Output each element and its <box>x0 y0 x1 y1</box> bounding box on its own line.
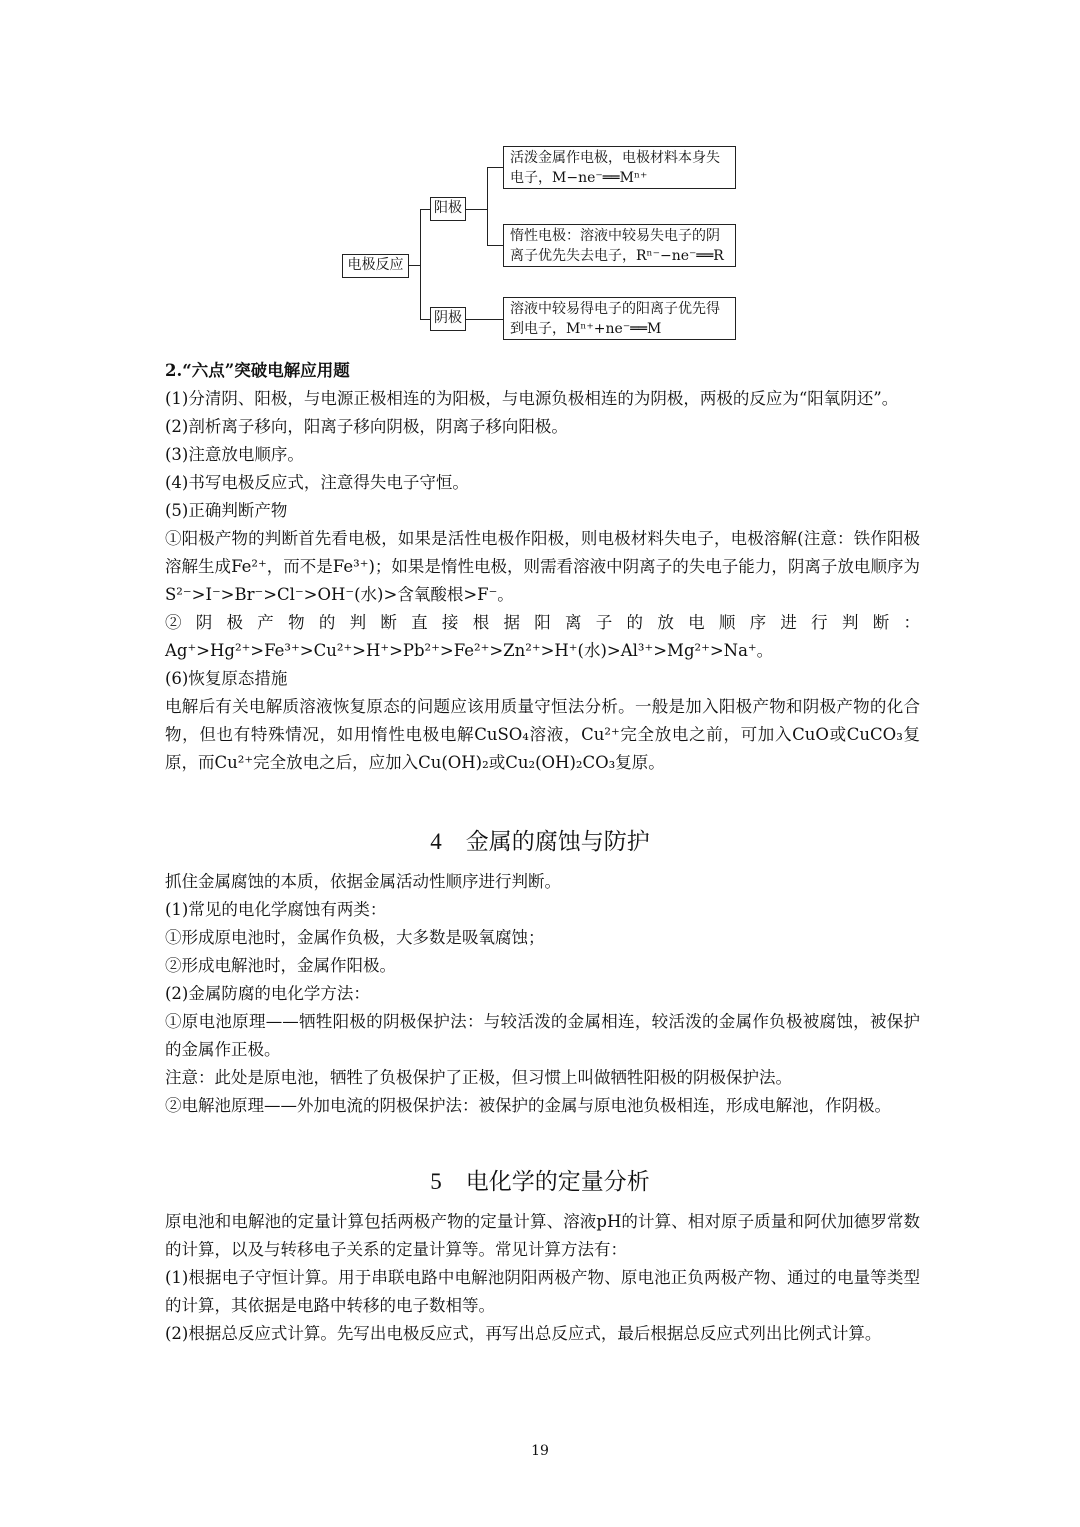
paragraph: ①原电池原理——牺牲阳极的阴极保护法：与较活泼的金属相连，较活泼的金属作负极被腐蚀，被保护的金属作正极。 <box>165 1012 920 1059</box>
paragraph: (2)剖析离子移向，阳离子移向阴极，阴离子移向阳极。 <box>165 417 568 436</box>
leaf2-line2: 离子优先失去电子，Rⁿ⁻−ne⁻══R <box>510 248 724 264</box>
connector <box>420 209 421 320</box>
leaf1-line2: 电子，M−ne⁻══Mⁿ⁺ <box>510 170 648 186</box>
section-5-number: 5 <box>430 1169 442 1194</box>
paragraph: 抓住金属腐蚀的本质，依据金属活动性顺序进行判断。 <box>165 872 561 891</box>
diagram-leaf-active-metal <box>503 146 736 189</box>
paragraph: (2)根据总反应式计算。先写出电极反应式，再写出总反应式，最后根据总反应式列出比例式计算。 <box>165 1324 882 1343</box>
section-5 <box>165 1208 920 1348</box>
leaf3-line2: 到电子，Mⁿ⁺+ne⁻══M <box>510 321 662 337</box>
paragraph: ①阳极产物的判断首先看电极，如果是活性电极作阳极，则电极材料失电子，电极溶解(注意：铁作阳极溶解生成Fe²⁺，而不是Fe³⁺)；如果是惰性电极，则需看溶液中阴离子的失电子能力，阴离子放电顺序为S²⁻>I⁻>Br⁻>Cl⁻>OH⁻(水)>含氧酸根>F⁻。 <box>165 529 920 604</box>
paragraph: (2)金属防腐的电化学方法： <box>165 984 370 1003</box>
section-4 <box>165 868 920 1120</box>
leaf2-line1: 惰性电极：溶液中较易失电子的阴 <box>510 228 720 244</box>
connector <box>487 167 488 246</box>
leaf1-line1: 活泼金属作电极，电极材料本身失 <box>510 150 720 166</box>
page-number: 19 <box>531 1443 549 1459</box>
paragraph: ②电解池原理——外加电流的阴极保护法：被保护的金属与原电池负极相连，形成电解池，作阴极。 <box>165 1096 891 1115</box>
leaf3-line1: 溶液中较易得电子的阳离子优先得 <box>510 301 720 317</box>
connector <box>420 209 430 210</box>
section-4-number: 4 <box>430 829 442 854</box>
section-5-heading <box>0 1163 1080 1196</box>
section-5-title: 电化学的定量分析 <box>465 1169 650 1195</box>
paragraph: ②阴极产物的判断直接根据阳离子的放电顺序进行判断：Ag⁺>Hg²⁺>Fe³⁺>Cu²⁺>H⁺>Pb²⁺>Fe²⁺>Zn²⁺>H⁺(水)>Al³⁺>Mg²⁺>Na⁺。 <box>165 613 920 660</box>
paragraph: ①形成原电池时，金属作负极，大多数是吸氧腐蚀； <box>165 928 545 947</box>
diagram-leaf-inert-electrode <box>503 224 736 267</box>
section-4-title: 金属的腐蚀与防护 <box>465 829 650 855</box>
paragraph: (6)恢复原态措施 <box>165 669 288 688</box>
paragraph: (3)注意放电顺序。 <box>165 445 304 464</box>
paragraph: (1)根据电子守恒计算。用于串联电路中电解池阴阳两极产物、原电池正负两极产物、通过的电量等类型的计算，其依据是电路中转移的电子数相等。 <box>165 1268 920 1315</box>
connector <box>420 319 430 320</box>
paragraph: 原电池和电解池的定量计算包括两极产物的定量计算、溶液pH的计算、相对原子质量和阿伏加德罗常数的计算，以及与转移电子关系的定量计算等。常见计算方法有： <box>165 1212 920 1259</box>
section-2-title: 2.“六点”突破电解应用题 <box>165 361 350 380</box>
diagram-cathode-box: 阴极 <box>430 307 466 331</box>
diagram-leaf-cathode <box>503 297 736 340</box>
section-4-heading <box>0 823 1080 856</box>
paragraph: (1)常见的电化学腐蚀有两类： <box>165 900 387 919</box>
paragraph: 电解后有关电解质溶液恢复原态的问题应该用质量守恒法分析。一般是加入阳极产物和阴极产物的化合物，但也有特殊情况，如用惰性电极电解CuSO₄溶液，Cu²⁺完全放电之前，可加入CuO或CuCO₃复原，而Cu²⁺完全放电之后，应加入Cu(OH)₂或Cu₂(OH)₂CO₃复原。 <box>165 697 920 772</box>
connector <box>466 319 503 320</box>
paragraph: ②形成电解池时，金属作阳极。 <box>165 956 396 975</box>
section-2 <box>165 357 920 777</box>
paragraph: (5)正确判断产物 <box>165 501 288 520</box>
paragraph: (4)书写电极反应式，注意得失电子守恒。 <box>165 473 469 492</box>
connector <box>487 245 503 246</box>
paragraph: (1)分清阴、阳极，与电源正极相连的为阳极，与电源负极相连的为阴极，两极的反应为“阳氧阴还”。 <box>165 389 899 408</box>
diagram-anode-box: 阳极 <box>430 197 466 221</box>
paragraph: 注意：此处是原电池，牺牲了负极保护了正极，但习惯上叫做牺牲阳极的阴极保护法。 <box>165 1068 792 1087</box>
connector <box>487 167 503 168</box>
diagram-root-box: 电极反应 <box>342 254 409 278</box>
connector <box>466 209 488 210</box>
